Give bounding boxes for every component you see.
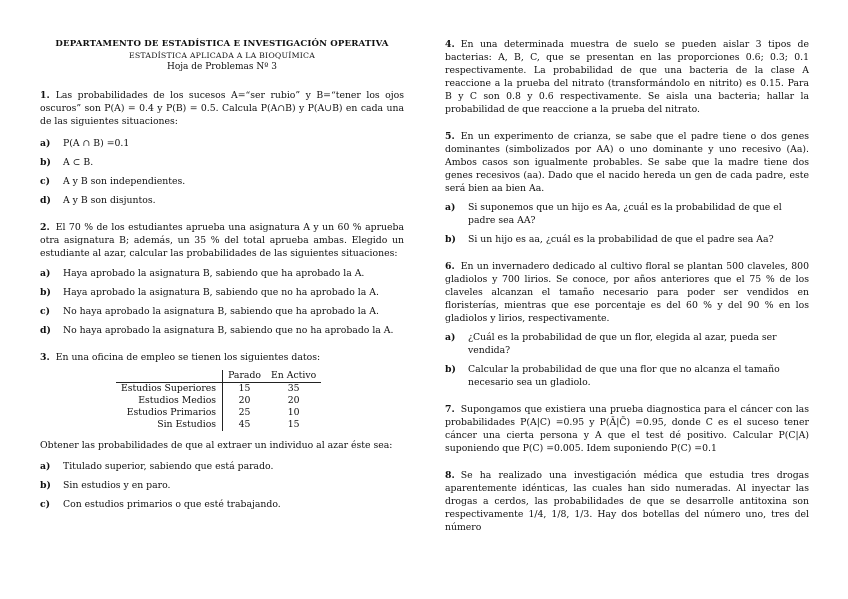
document-header <box>40 38 404 73</box>
problem-number: 7. <box>445 404 455 415</box>
problem-text: En un experimento de crianza, se sabe que el padre tiene o dos genes dominantes (simbolizados por AA) o uno dominante y uno recesivo (Aa). Ambos casos son igualmente probables. Se sabe que la madre tiene dos genes recesivos (aa). Dado que el nacido hereda un gen de cada padre, este será bien aa bien Aa. <box>445 131 809 194</box>
table-row: Sin Estudios 45 15 <box>116 419 321 431</box>
table-row: Estudios Primarios 25 10 <box>116 407 321 419</box>
problem-number: 4. <box>445 39 455 50</box>
list-item: c) No haya aprobado la asignatura B, sabiendo que ha aprobado la A. <box>40 306 379 317</box>
problem-number: 6. <box>445 261 455 272</box>
problem-number: 5. <box>445 131 455 142</box>
problem-text: En una determinada muestra de suelo se pueden aislar 3 tipos de bacterias: A, B, C, que se presentan en las proporciones 0.6; 0.3; 0.1 respectivamente. La probabilidad de que una bacteria de la clase A reaccione a la prueba del nitrato (transformándolo en nitrito) es 0.15. Para B y C son 0.8 y 0.6 respectivamente. Se aisla una bacteria; hallar la probabilidad de que reaccione a la prueba del nitrato. <box>445 39 809 115</box>
table-followup-text: Obtener las probabilidades de que al extraer un individuo al azar éste sea: <box>40 440 393 451</box>
problem-number: 3. <box>40 352 50 363</box>
list-item: b) Haya aprobado la asignatura B, sabiendo que no ha aprobado la A. <box>40 287 379 298</box>
course-title: ESTADÍSTICA APLICADA A LA BIOQUÍMICA <box>128 51 316 60</box>
department-title: DEPARTAMENTO DE ESTADÍSTICA E INVESTIGACIÓN OPERATIVA <box>55 39 389 49</box>
list-item: b) Sin estudios y en paro. <box>40 480 171 491</box>
employment-table <box>116 370 321 431</box>
problem-text: Se ha realizado una investigación médica que estudia tres drogas aparentemente idénticas, las cuales han sido numeradas. Al inyectar las drogas a cerdos, las probabilidades de que se desarrolle antitoxina son respectivamente 1/4, 1/8, 1/3. Hay dos botellas del número uno, tres del número <box>445 470 809 533</box>
problem-number: 8. <box>445 470 455 481</box>
problem-7 <box>445 403 809 455</box>
list-item: d) A y B son disjuntos. <box>40 195 156 206</box>
list-item: b) Calcular la probabilidad de que una flor que no alcanza el tamaño necesario sea un gladiolo. <box>445 364 780 388</box>
list-item: a) Haya aprobado la asignatura B, sabiendo que ha aprobado la A. <box>40 268 365 279</box>
problem-8 <box>445 469 809 534</box>
sheet-title: Hoja de Problemas Nº 3 <box>166 62 278 72</box>
problem-1 <box>40 89 404 207</box>
problem-text: En una oficina de empleo se tienen los siguientes datos: <box>55 352 321 363</box>
right-column <box>445 38 809 534</box>
table-row: Estudios Medios 20 20 <box>116 395 321 407</box>
problem-3 <box>40 351 404 511</box>
list-item: a) P(A ∩ B) =0.1 <box>40 138 130 149</box>
problem-text: En un invernadero dedicado al cultivo floral se plantan 500 claveles, 800 gladiolos y 700 lirios. Se conoce, por años anteriores que el 75 % de los claveles alcanzan el tamaño necesario para poder ser vendidos en floristerías, mientras que ese porcentaje es del 60 % y del 90 % en los gladiolos y lirios, respectivamente. <box>445 261 809 324</box>
problem-number: 2. <box>40 222 50 233</box>
problem-6 <box>445 260 809 389</box>
problem-number: 1. <box>40 90 50 101</box>
problem-5 <box>445 130 809 246</box>
problem-2 <box>40 221 404 337</box>
list-item: c) Con estudios primarios o que esté trabajando. <box>40 499 281 510</box>
list-item: a) Si suponemos que un hijo es Aa, ¿cuál es la probabilidad de que el padre sea AA? <box>445 202 782 226</box>
problem-text: Supongamos que existiera una prueba diagnostica para el cáncer con las probabilidades P(A|C) =0.95 y P(Ā|C̄) =0.95, donde C es el suceso tener cáncer una cierta persona y A que el test dé positivo. Calcular P(C|A) suponiendo que P(C) =0.005. Idem suponiendo P(C) =0.1 <box>445 404 809 454</box>
column-header: Parado <box>223 370 266 383</box>
problem-text: El 70 % de los estudiantes aprueba una asignatura A y un 60 % aprueba otra asignatura B; además, un 35 % del total aprueba ambas. Elegido un estudiante al azar, calcular las probabilidades de las siguientes situaciones: <box>40 222 404 259</box>
list-item: a) Titulado superior, sabiendo que está parado. <box>40 461 274 472</box>
problem-4 <box>445 38 809 116</box>
list-item: b) A ⊂ B. <box>40 157 94 168</box>
left-column <box>40 38 404 517</box>
list-item: d) No haya aprobado la asignatura B, sabiendo que no ha aprobado la A. <box>40 325 394 336</box>
list-item: c) A y B son independientes. <box>40 176 186 187</box>
column-header: En Activo <box>266 370 321 383</box>
list-item: a) ¿Cuál es la probabilidad de que un flor, elegida al azar, pueda ser vendida? <box>445 332 777 356</box>
list-item: b) Si un hijo es aa, ¿cuál es la probabilidad de que el padre sea Aa? <box>445 234 774 245</box>
table-row: Estudios Superiores 15 35 <box>116 383 321 396</box>
problem-text: Las probabilidades de los sucesos A=“ser rubio” y B=“tener los ojos oscuros” son P(A) = 0.4 y P(B) = 0.5. Calcula P(A∩B) y P(A∪B) en cada una de las siguientes situaciones: <box>40 90 404 127</box>
